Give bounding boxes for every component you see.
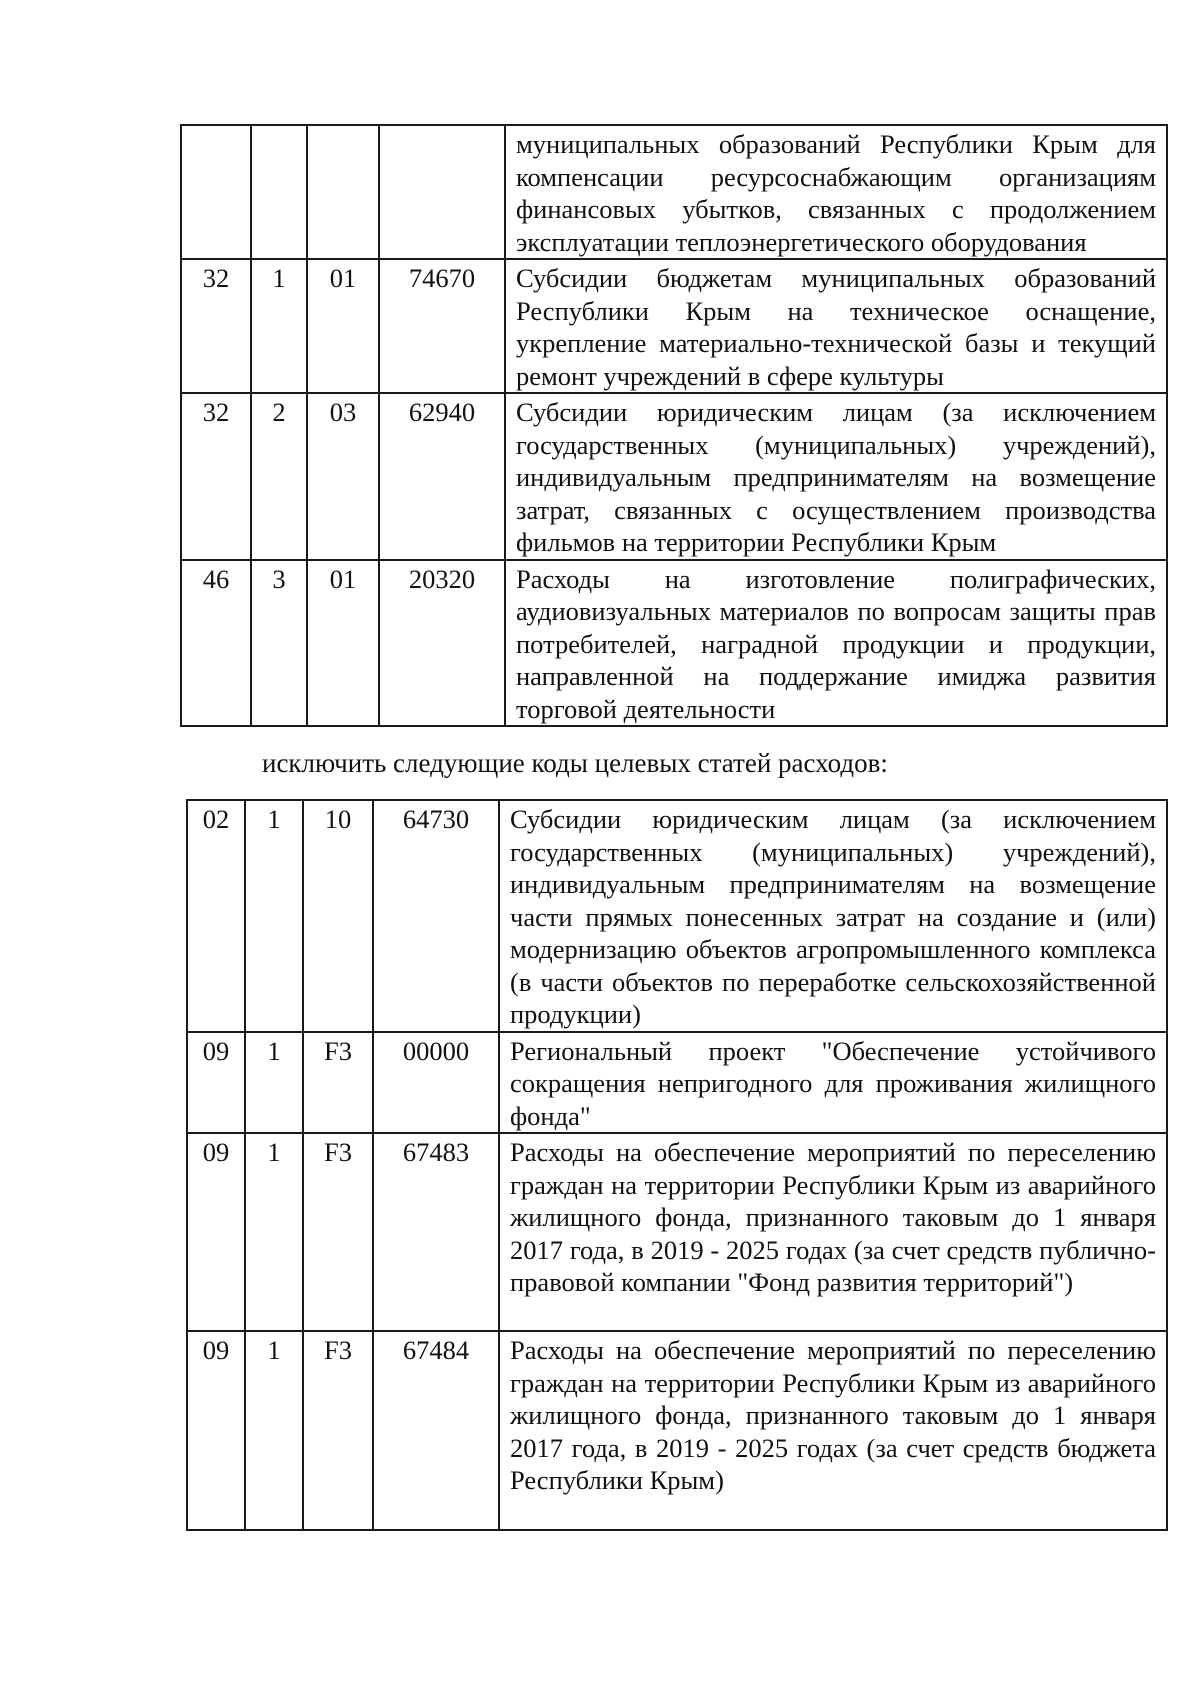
code-cell: 46: [181, 560, 251, 727]
table-row: [181, 393, 1167, 560]
code-cell: F3: [303, 1133, 373, 1331]
code-cell: 74670: [379, 259, 505, 393]
code-cell: 2: [251, 393, 307, 560]
code-cell: 01: [307, 560, 379, 727]
table-row: [187, 1133, 1167, 1331]
code-cell: 20320: [379, 560, 505, 727]
description-cell: Субсидии юридическим лицам (за исключением государственных (муниципальных) учреждений), индивидуальным предпринимателям на возмещение части прямых понесенных затрат на создание и (или) модернизацию объектов агропромышленного комплекса (в части объектов по переработке сельскохозяйственной продукции): [499, 800, 1167, 1032]
code-cell: [307, 125, 379, 259]
code-cell: 00000: [373, 1032, 499, 1134]
code-cell: [181, 125, 251, 259]
code-cell: 3: [251, 560, 307, 727]
table-row: [181, 259, 1167, 393]
code-cell: 03: [307, 393, 379, 560]
code-cell: 09: [187, 1032, 245, 1134]
code-cell: F3: [303, 1331, 373, 1530]
description-cell: Расходы на изготовление полиграфических, аудиовизуальных материалов по вопросам защиты прав потребителей, наградной продукции и продукции, направленной на поддержание имиджа развития торговой деятельности: [505, 560, 1167, 727]
code-cell: 32: [181, 393, 251, 560]
code-cell: 67484: [373, 1331, 499, 1530]
table-row: [181, 560, 1167, 727]
table-row: [181, 125, 1167, 259]
code-cell: 67483: [373, 1133, 499, 1331]
description-cell: Субсидии бюджетам муниципальных образований Республики Крым на техническое оснащение, укрепление материально-технической базы и текущий ремонт учреждений в сфере культуры: [505, 259, 1167, 393]
code-cell: 01: [307, 259, 379, 393]
code-cell: 02: [187, 800, 245, 1032]
code-cell: 1: [245, 1331, 303, 1530]
code-cell: 32: [181, 259, 251, 393]
table-row: [187, 1032, 1167, 1134]
code-cell: 64730: [373, 800, 499, 1032]
code-cell: 1: [251, 259, 307, 393]
target-codes-table-continued: [180, 124, 1168, 727]
code-cell: 1: [245, 1032, 303, 1134]
description-cell: Региональный проект "Обеспечение устойчивого сокращения непригодного для проживания жилищного фонда": [499, 1032, 1167, 1134]
description-cell: Субсидии юридическим лицам (за исключением государственных (муниципальных) учреждений), индивидуальным предпринимателям на возмещение затрат, связанных с осуществлением производства фильмов на территории Республики Крым: [505, 393, 1167, 560]
code-cell: 10: [303, 800, 373, 1032]
excluded-codes-table: [186, 799, 1168, 1531]
code-cell: 09: [187, 1331, 245, 1530]
code-cell: F3: [303, 1032, 373, 1134]
instruction-text: исключить следующие коды целевых статей расходов:: [262, 748, 888, 778]
code-cell: [251, 125, 307, 259]
code-cell: 62940: [379, 393, 505, 560]
code-cell: [379, 125, 505, 259]
code-cell: 1: [245, 800, 303, 1032]
table-row: [187, 800, 1167, 1032]
table-row: [187, 1331, 1167, 1530]
description-cell: муниципальных образований Республики Крым для компенсации ресурсоснабжающим организациям финансовых убытков, связанных с продолжением эксплуатации теплоэнергетического оборудования: [505, 125, 1167, 259]
code-cell: 09: [187, 1133, 245, 1331]
code-cell: 1: [245, 1133, 303, 1331]
description-cell: Расходы на обеспечение мероприятий по переселению граждан на территории Республики Крым из аварийного жилищного фонда, признанного таковым до 1 января 2017 года, в 2019 - 2025 годах (за счет средств публично-правовой компании "Фонд развития территорий"): [499, 1133, 1167, 1331]
description-cell: Расходы на обеспечение мероприятий по переселению граждан на территории Республики Крым из аварийного жилищного фонда, признанного таковым до 1 января 2017 года, в 2019 - 2025 годах (за счет средств бюджета Республики Крым): [499, 1331, 1167, 1530]
